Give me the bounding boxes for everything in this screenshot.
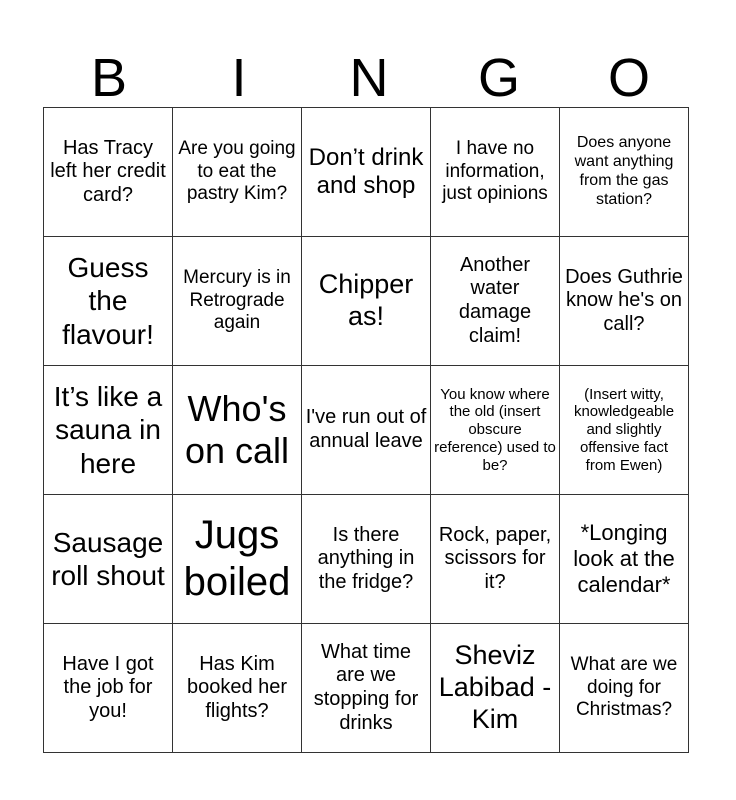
bingo-cell[interactable]: [560, 237, 689, 366]
bingo-cell[interactable]: [44, 237, 173, 366]
cell-text: I've run out of annual leave: [305, 406, 427, 452]
bingo-cell[interactable]: [560, 108, 689, 237]
board-row: [44, 495, 689, 624]
cell-text: Rock, paper, scissors for it?: [438, 523, 552, 593]
cell-text: Mercury is in Retrograde again: [183, 267, 291, 334]
cell-text: Are you going to eat the pastry Kim?: [178, 138, 296, 205]
bingo-cell[interactable]: [173, 624, 302, 753]
cell-text: Who's on call: [184, 387, 290, 471]
bingo-cell[interactable]: [431, 108, 560, 237]
cell-text: Has Kim booked her flights?: [186, 652, 288, 722]
header-letter-g: G: [477, 48, 520, 108]
cell-text: Sheviz Labibad - Kim: [438, 640, 552, 734]
board-row: [44, 237, 689, 366]
cell-text: Is there anything in the fridge?: [317, 523, 415, 593]
bingo-board: [43, 107, 689, 753]
header-letter-o: O: [607, 48, 650, 108]
bingo-cell[interactable]: [44, 495, 173, 624]
bingo-cell[interactable]: [560, 366, 689, 495]
bingo-cell[interactable]: [560, 624, 689, 753]
cell-text: Don’t drink and shop: [308, 143, 424, 199]
bingo-cell[interactable]: [431, 495, 560, 624]
cell-text: Another water damage claim!: [458, 253, 532, 347]
bingo-cell[interactable]: [431, 624, 560, 753]
cell-text: It’s like a sauna in here: [53, 381, 163, 479]
cell-text: Does Guthrie know he's on call?: [565, 265, 683, 335]
cell-text: You know where the old (insert obscure reference) used to be?: [434, 385, 556, 474]
cell-text: What time are we stopping for drinks: [313, 640, 419, 734]
bingo-cell[interactable]: [431, 237, 560, 366]
bingo-cell[interactable]: [302, 495, 431, 624]
header-letter-i: I: [231, 48, 247, 108]
cell-text: (Insert witty, knowledgeable and slightly offensive fact from Ewen): [573, 385, 675, 474]
bingo-cell[interactable]: [173, 495, 302, 624]
bingo-cell[interactable]: [431, 366, 560, 495]
bingo-cell[interactable]: [44, 366, 173, 495]
cell-text: Chipper as!: [318, 269, 414, 331]
board-row: [44, 624, 689, 753]
cell-text: Guess the flavour!: [62, 252, 154, 350]
bingo-header: [44, 42, 694, 108]
cell-text: Jugs boiled: [183, 512, 291, 604]
bingo-cell[interactable]: [302, 108, 431, 237]
bingo-cell[interactable]: [173, 237, 302, 366]
cell-text: Has Tracy left her credit card?: [50, 136, 166, 206]
cell-text: What are we doing for Christmas?: [570, 654, 678, 721]
bingo-cell[interactable]: [44, 108, 173, 237]
bingo-cell[interactable]: [302, 366, 431, 495]
bingo-cell[interactable]: [44, 624, 173, 753]
bingo-cell[interactable]: [173, 108, 302, 237]
board-row: [44, 366, 689, 495]
bingo-cell[interactable]: [173, 366, 302, 495]
bingo-cell[interactable]: [302, 237, 431, 366]
bingo-cell[interactable]: [560, 495, 689, 624]
cell-text: Have I got the job for you!: [62, 652, 154, 722]
cell-text: Sausage roll shout: [51, 526, 165, 591]
cell-text: Does anyone want anything from the gas station?: [574, 134, 674, 208]
bingo-cell[interactable]: [302, 624, 431, 753]
board-row: [44, 108, 689, 237]
cell-text: *Longing look at the calendar*: [573, 520, 675, 597]
cell-text: I have no information, just opinions: [442, 138, 548, 205]
header-letter-b: B: [90, 48, 128, 108]
header-letter-n: N: [349, 48, 389, 108]
